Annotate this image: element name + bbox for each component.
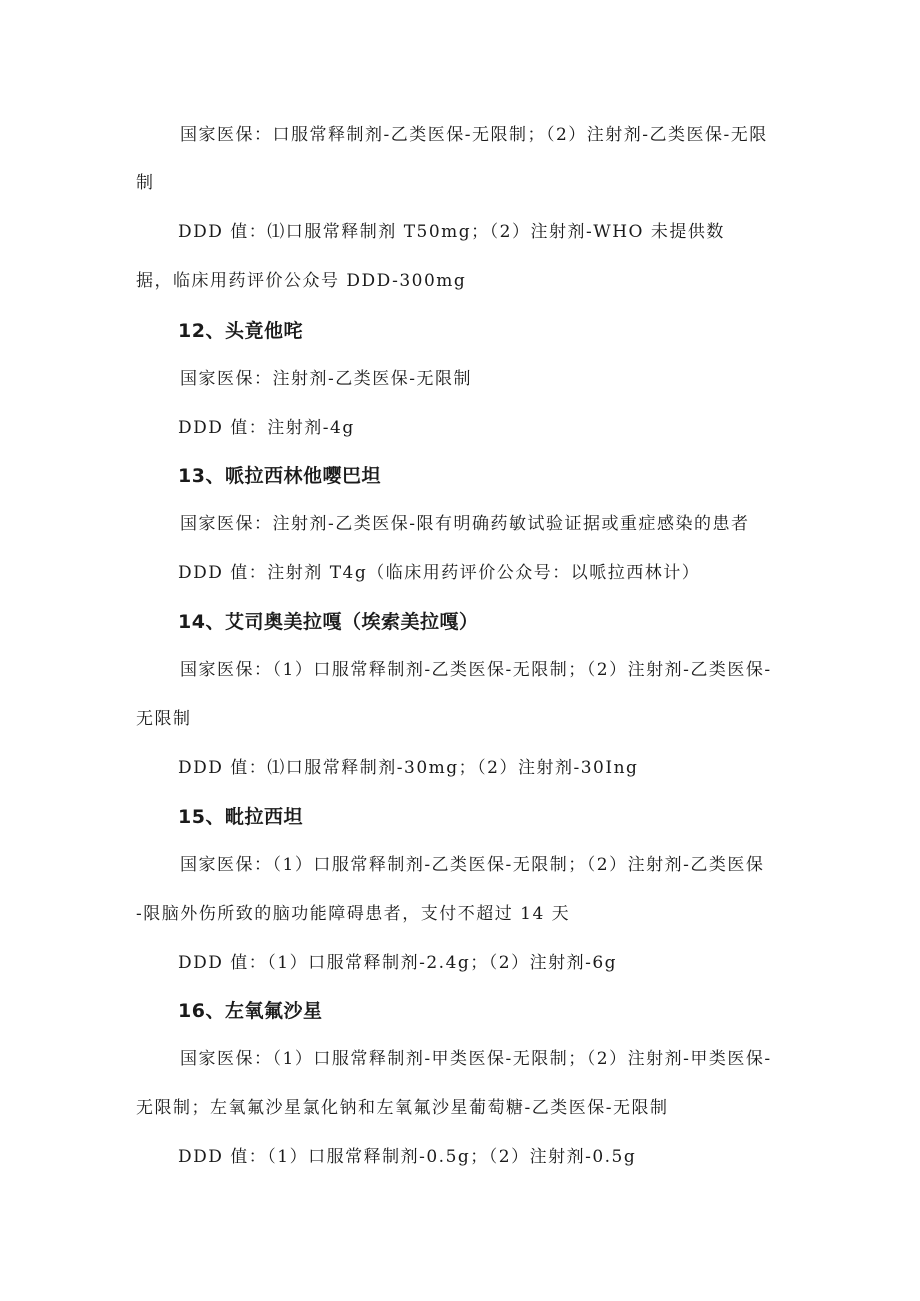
insurance-line: 国家医保：口服常释制剂-乙类医保-无限制；（2）注射剂-乙类医保-无限 (180, 125, 768, 145)
ddd-line: DDD 值：注射剂-4g (178, 418, 355, 438)
ddd-line: DDD 值：⑴口服常释制剂 T50mg；（2）注射剂-WHO 未提供数 (178, 222, 725, 242)
insurance-line: 国家医保：注射剂-乙类医保-限有明确药敏试验证据或重症感染的患者 (180, 514, 750, 534)
ddd-line: DDD 值：注射剂 T4g（临床用药评价公众号：以哌拉西林计） (178, 563, 701, 583)
insurance-line-cont: 无限制 (136, 709, 192, 729)
drug-heading-16: 16、左氧氟沙星 (178, 1000, 323, 1022)
insurance-line-cont: -限脑外伤所致的脑功能障碍患者，支付不超过 14 天 (136, 904, 571, 924)
drug-heading-12: 12、头竟他咤 (178, 320, 303, 342)
insurance-line-cont: 制 (136, 173, 155, 193)
ddd-line: DDD 值：⑴口服常释制剂-30mg；（2）注射剂-30Ing (178, 758, 639, 778)
ddd-line: DDD 值：（1）口服常释制剂-0.5g；（2）注射剂-0.5g (178, 1147, 637, 1167)
drug-heading-13: 13、哌拉西林他嘤巴坦 (178, 465, 381, 487)
insurance-line: 国家医保：（1）口服常释制剂-乙类医保-无限制；（2）注射剂-乙类医保 (180, 855, 765, 875)
drug-heading-15: 15、毗拉西坦 (178, 806, 303, 828)
insurance-line: 国家医保：（1）口服常释制剂-乙类医保-无限制；（2）注射剂-乙类医保- (180, 660, 772, 680)
ddd-line-cont: 据，临床用药评价公众号 DDD-300mg (136, 271, 467, 291)
insurance-line: 国家医保：（1）口服常释制剂-甲类医保-无限制；（2）注射剂-甲类医保- (180, 1049, 772, 1069)
ddd-line: DDD 值：（1）口服常释制剂-2.4g；（2）注射剂-6g (178, 953, 618, 973)
drug-heading-14: 14、艾司奥美拉嘎（埃索美拉嘎） (178, 611, 479, 633)
insurance-line: 国家医保：注射剂-乙类医保-无限制 (180, 369, 472, 389)
insurance-line-cont: 无限制；左氧氟沙星氯化钠和左氧氟沙星葡萄糖-乙类医保-无限制 (136, 1098, 669, 1118)
